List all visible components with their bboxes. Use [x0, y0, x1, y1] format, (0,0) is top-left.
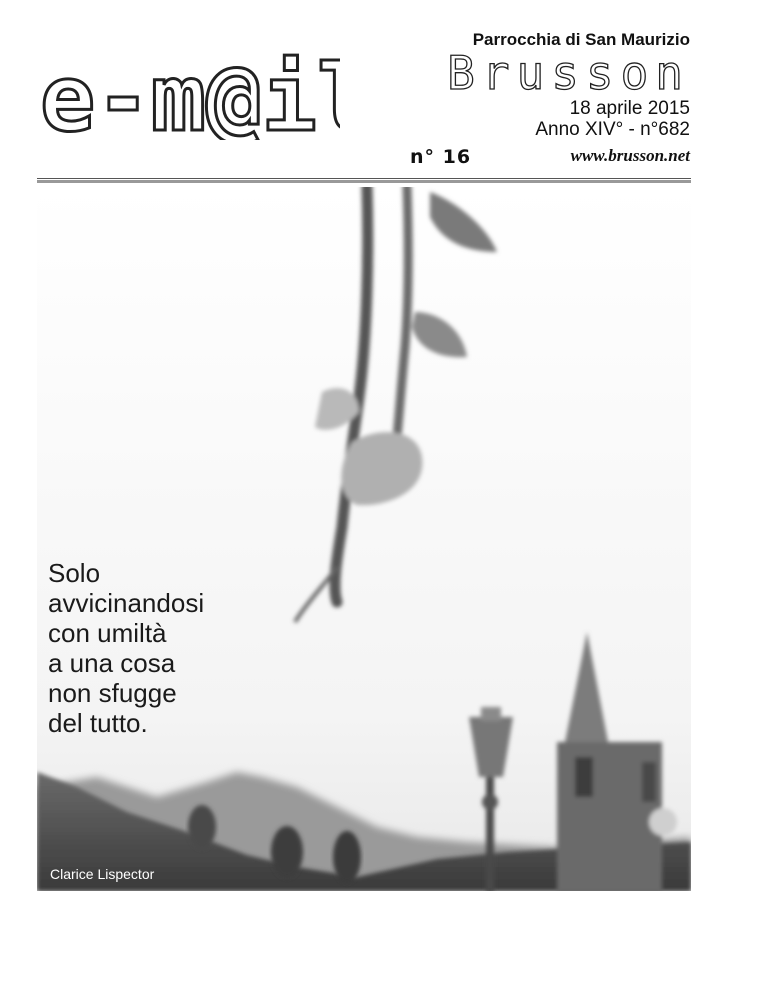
quote-line: non sfugge	[48, 678, 177, 708]
issue-date: 18 aprile 2015	[569, 98, 690, 119]
cover-illustration	[37, 187, 691, 891]
quote-author: Clarice Lispector	[50, 866, 155, 882]
cover-quote	[48, 558, 204, 738]
website-link[interactable]: www.brusson.net	[570, 146, 690, 165]
quote-line: avvicinandosi	[48, 588, 205, 618]
logo-wordmark	[40, 30, 340, 140]
quote-line: del tutto.	[48, 708, 148, 738]
newsletter-logo	[40, 30, 340, 140]
header-divider	[37, 178, 691, 183]
year-and-number: Anno XIV° - n°682	[535, 119, 690, 140]
parish-name: Parrocchia di San Maurizio	[472, 30, 690, 49]
issue-number: n° 16	[410, 146, 472, 168]
quote-line: a una cosa	[48, 648, 176, 678]
cover-photo	[37, 187, 691, 891]
quote-line: Solo	[48, 558, 101, 588]
logo-text: e-m@il	[40, 45, 340, 140]
quote-line: con umiltà	[48, 618, 167, 648]
town-name: Brusson	[447, 46, 690, 100]
